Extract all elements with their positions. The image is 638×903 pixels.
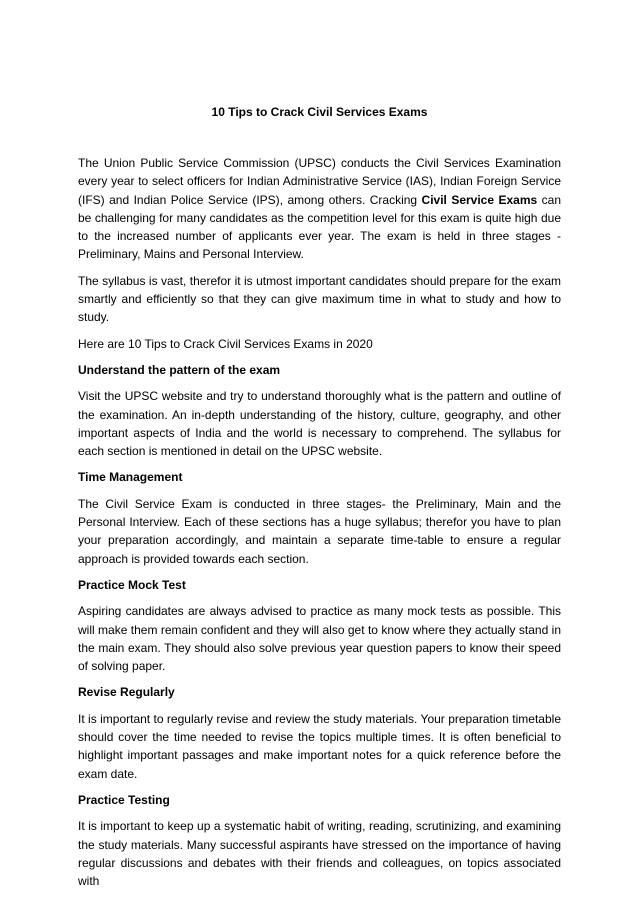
intro-text-start: The Union Public Service Commission (UPSC) conducts the Civil Services Examination every year to select officers for Indian Administrative Service (IAS), Indian Foreign Service (IFS) and Indian Police Service (IPS), among others. Cracking [78,156,561,207]
section-body-mock-test: Aspiring candidates are always advised to practice as many mock tests as possible. This will make them remain confident and they will also get to know where they actually stand in the main exam. They should also solve previous year question papers to know their speed of solving paper. [78,604,561,674]
section-heading-pattern: Understand the pattern of the exam [78,362,281,377]
intro-text-end: can be challenging for many candidates as the competition level for this exam is quite high due to the increased number of applicants ever year. The exam is held in three stages - Preliminary, Mains and Personal Interview. [78,192,561,262]
section-heading-revise: Revise Regularly [78,685,175,700]
section-heading-practice-testing: Practice Testing [78,792,170,807]
tips-intro: Here are 10 Tips to Crack Civil Services Exams in 2020 [78,336,373,351]
syllabus-paragraph: The syllabus is vast, therefor it is utmost important candidates should prepare for the exam smartly and efficiently so that they can give maximum time in what to study and how to study. [78,273,561,325]
section-body-pattern: Visit the UPSC website and try to understand thoroughly what is the pattern and outline of the examination. An in-depth understanding of the history, culture, geography, and other important aspects of India and the world is necessary to comprehend. The syllabus for each section is mentioned in detail on the UPSC website. [78,389,561,459]
intro-paragraph [78,154,561,264]
section-body-practice-testing: It is important to keep up a systematic habit of writing, reading, scrutinizing, and examining the study materials. Many successful aspirants have stressed on the importance of having regular discussions and debates with their friends and colleagues, on topics associated with [78,819,561,889]
section-heading-mock-test: Practice Mock Test [78,577,186,592]
section-heading-time-management: Time Management [78,470,183,485]
intro-bold-text: Civil Service Exams [421,192,538,207]
section-body-revise: It is important to regularly revise and review the study materials. Your preparation timetable should cover the time needed to revise the topics multiple times. It is often beneficial to highlight important passages and make important notes for a quick reference before the exam date. [78,711,561,781]
section-body-time-management: The Civil Service Exam is conducted in three stages- the Preliminary, Main and the Personal Interview. Each of these sections has a huge syllabus; therefor you have to plan your preparation accordingly, and maintain a separate time-table to ensure a regular approach is provided towards each section. [78,496,561,566]
page-title: 10 Tips to Crack Civil Services Exams [211,105,428,119]
